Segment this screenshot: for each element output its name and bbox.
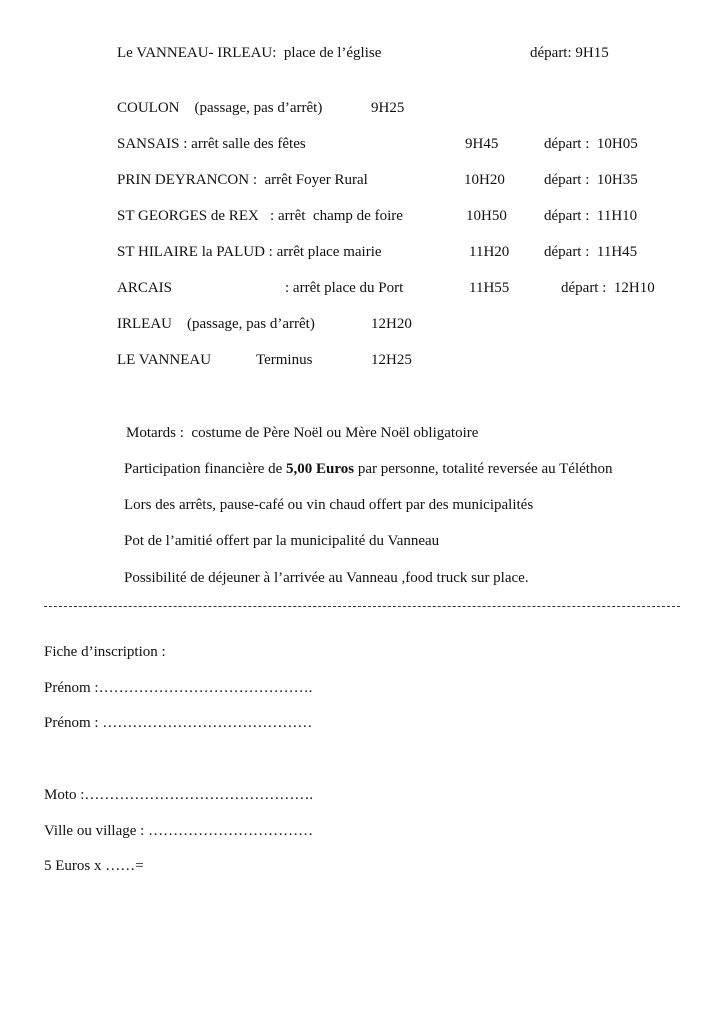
stop-prin-arrival: 10H20	[464, 172, 505, 188]
stop-arcais-name: ARCAIS	[117, 280, 173, 296]
form-prenom-1: Prénom :…………………………………….	[44, 680, 313, 696]
stop-st-hilaire-name: ST HILAIRE la PALUD : arrêt place mairie	[117, 244, 382, 260]
info-participation-amount: 5,00 Euros	[286, 461, 355, 477]
stop-st-georges-name: ST GEORGES de REX : arrêt champ de foire	[117, 208, 403, 224]
form-euros: 5 Euros x ……=	[44, 858, 144, 874]
stop-sansais-depart: départ : 10H05	[544, 136, 638, 152]
cut-line-separator	[44, 606, 680, 607]
form-moto: Moto :……………………………………….	[44, 787, 314, 803]
form-ville: Ville ou village : ……………………………	[44, 823, 314, 839]
stop-le-vanneau-terminus: Terminus	[256, 352, 313, 368]
form-title: Fiche d’inscription :	[44, 644, 166, 660]
stop-st-hilaire-arrival: 11H20	[469, 244, 510, 260]
info-participation-before: Participation financière de	[124, 461, 287, 477]
info-motards: Motards : costume de Père Noël ou Mère Noël obligatoire	[126, 425, 479, 441]
info-pot: Pot de l’amitié offert par la municipalité du Vanneau	[124, 533, 440, 549]
departure-time: départ: 9H15	[530, 45, 609, 61]
stop-prin-name: PRIN DEYRANCON : arrêt Foyer Rural	[117, 172, 368, 188]
stop-sansais-arrival: 9H45	[465, 136, 499, 152]
stop-prin-depart: départ : 10H35	[544, 172, 638, 188]
info-dejeuner: Possibilité de déjeuner à l’arrivée au Vanneau ,food truck sur place.	[124, 570, 529, 586]
info-participation-after: par personne, totalité reversée au Téléthon	[354, 461, 613, 477]
stop-arcais-arrival: 11H55	[469, 280, 510, 296]
form-prenom-2: Prénom : ……………………………………	[44, 715, 313, 731]
stop-st-georges-depart: départ : 11H10	[544, 208, 638, 224]
stop-le-vanneau-name: LE VANNEAU	[117, 352, 212, 368]
info-arrets: Lors des arrêts, pause-café ou vin chaud offert par des municipalités	[124, 497, 534, 513]
stop-sansais-name: SANSAIS : arrêt salle des fêtes	[117, 136, 306, 152]
stop-arcais-place: : arrêt place du Port	[285, 280, 404, 296]
stop-arcais-depart: départ : 12H10	[561, 280, 655, 296]
info-participation	[124, 460, 612, 478]
stop-irleau-name: IRLEAU (passage, pas d’arrêt)	[117, 316, 315, 332]
stop-st-hilaire-depart: départ : 11H45	[544, 244, 638, 260]
departure-place: Le VANNEAU- IRLEAU: place de l’église	[117, 45, 382, 61]
stop-st-georges-arrival: 10H50	[466, 208, 507, 224]
stop-coulon-arrival: 9H25	[371, 100, 405, 116]
stop-irleau-arrival: 12H20	[371, 316, 412, 332]
stop-coulon-name: COULON (passage, pas d’arrêt)	[117, 100, 323, 116]
stop-le-vanneau-arrival: 12H25	[371, 352, 412, 368]
